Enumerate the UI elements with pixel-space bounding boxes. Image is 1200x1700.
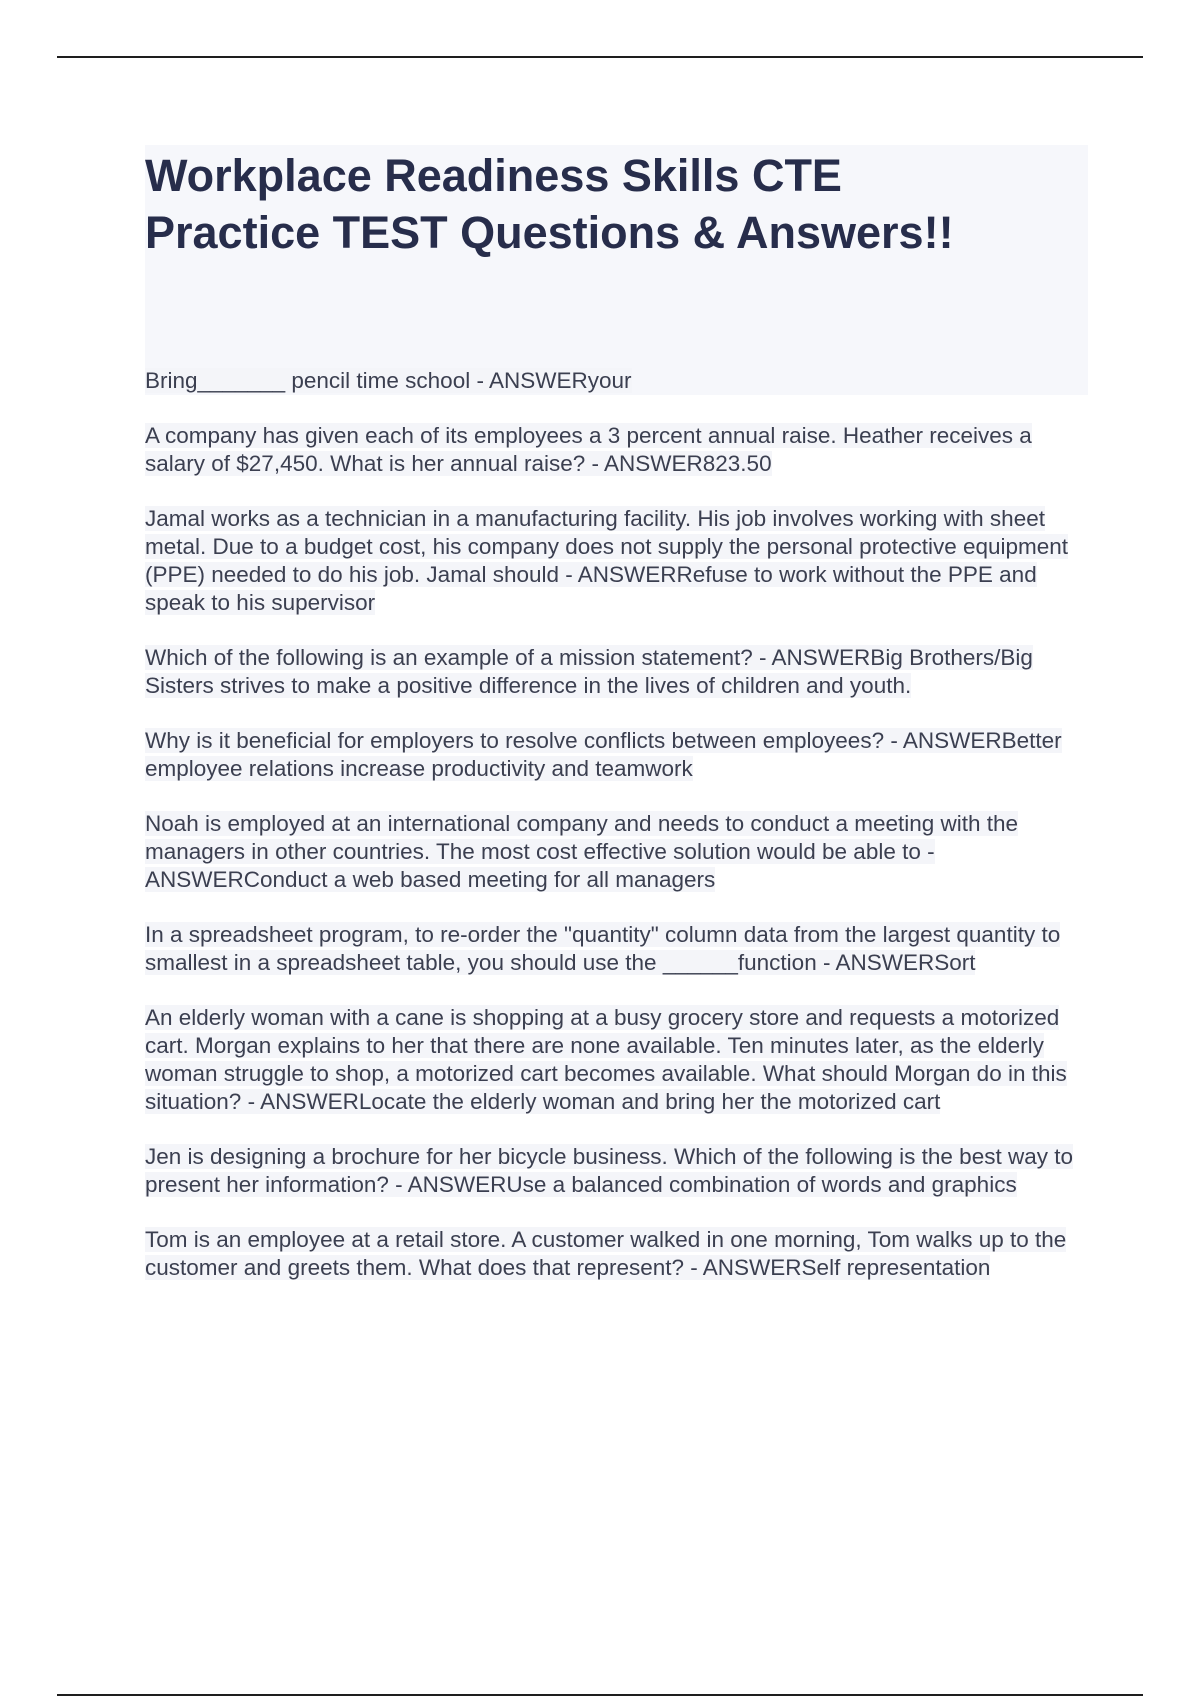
question-list — [145, 367, 1095, 1309]
qa-item-4 — [145, 644, 1095, 700]
qa-item-7 — [145, 921, 1095, 977]
qa-text: An elderly woman with a cane is shopping at a busy grocery store and requests a motorized cart. Morgan explains to her that there are none available. Ten minutes later, as the elderly woman struggle to shop, a motorized cart becomes available. What should Morgan do in this situation? - ANSWERLocate the elderly woman and bring her the motorized cart — [145, 1005, 1067, 1114]
title-line-1: Workplace Readiness Skills CTE — [145, 150, 842, 201]
qa-item-3 — [145, 505, 1095, 617]
bottom-rule — [57, 1694, 1143, 1696]
qa-item-2 — [145, 422, 1095, 478]
title-line-2: Practice TEST Questions & Answers!! — [145, 207, 954, 258]
qa-item-9 — [145, 1143, 1095, 1199]
qa-text: A company has given each of its employees a 3 percent annual raise. Heather receives a salary of $27,450. What is her annual raise? - ANSWER823.50 — [145, 423, 1032, 476]
qa-text: Noah is employed at an international company and needs to conduct a meeting with the managers in other countries. The most cost effective solution would be able to - ANSWERConduct a web based meeting for all managers — [145, 811, 1019, 892]
qa-item-8 — [145, 1004, 1095, 1116]
qa-text: In a spreadsheet program, to re-order the "quantity" column data from the largest quantity to smallest in a spreadsheet table, you should use the ______function - ANSWERSort — [145, 922, 1061, 975]
qa-item-5 — [145, 727, 1095, 783]
qa-item-10 — [145, 1226, 1095, 1282]
qa-text: Jamal works as a technician in a manufacturing facility. His job involves working with sheet metal. Due to a budget cost, his company does not supply the personal protective equipment (PPE) needed to do his job. Jamal should - ANSWERRefuse to work without the PPE and speak to his supervisor — [145, 506, 1069, 615]
top-rule — [57, 56, 1143, 58]
qa-item-6 — [145, 810, 1095, 894]
qa-text: Why is it beneficial for employers to resolve conflicts between employees? - ANSWERBetter employee relations increase productivity and teamwork — [145, 728, 1062, 781]
qa-text: Bring_______ pencil time school - ANSWERyour — [145, 368, 632, 393]
qa-item-1 — [145, 367, 1095, 395]
document-title — [145, 147, 1075, 261]
qa-text: Which of the following is an example of a mission statement? - ANSWERBig Brothers/Big Sisters strives to make a positive difference in the lives of children and youth. — [145, 645, 1033, 698]
qa-text: Jen is designing a brochure for her bicycle business. Which of the following is the best way to present her information? - ANSWERUse a balanced combination of words and graphics — [145, 1144, 1073, 1197]
qa-text: Tom is an employee at a retail store. A customer walked in one morning, Tom walks up to the customer and greets them. What does that represent? - ANSWERSelf representation — [145, 1227, 1067, 1280]
